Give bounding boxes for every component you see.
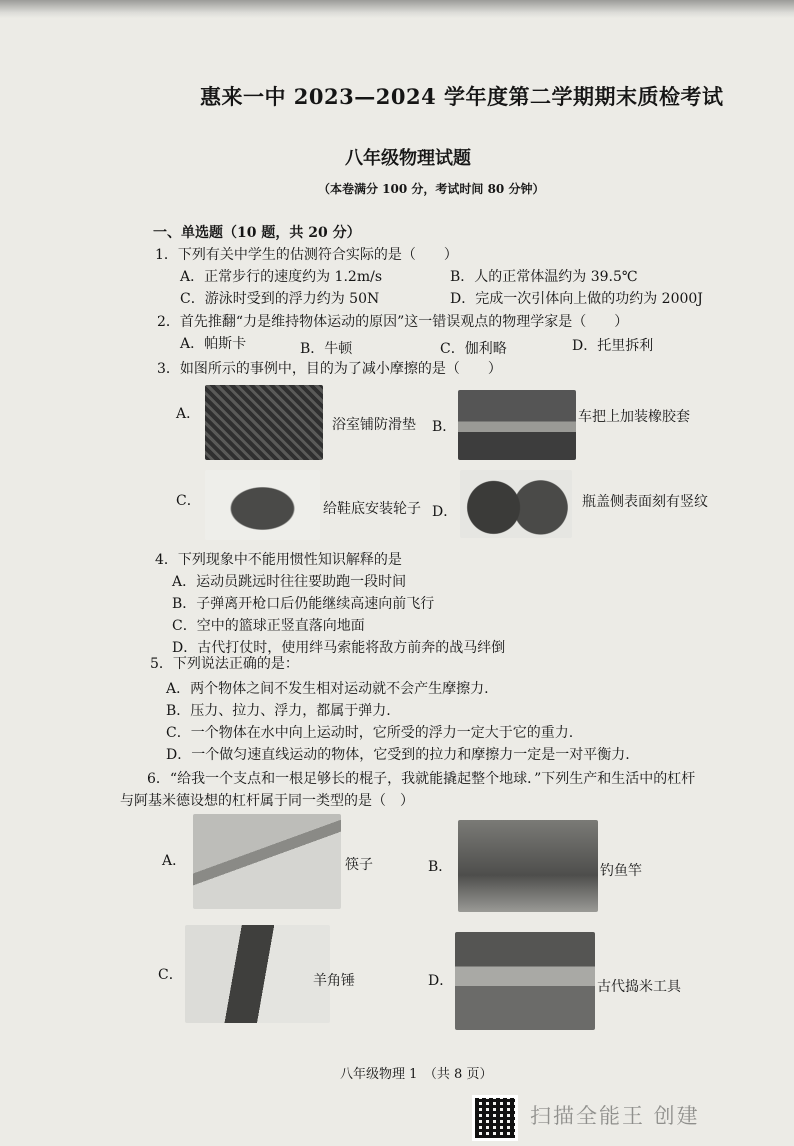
- q6-b-letter: B．: [428, 859, 453, 875]
- q1-stem: 1．下列有关中学生的估测符合实际的是（ ）: [155, 247, 458, 263]
- roller-skate-photo: [205, 470, 320, 540]
- q3-a-letter: A．: [176, 406, 201, 422]
- exam-note: （本卷满分 100 分，考试时间 80 分钟）: [318, 182, 545, 196]
- q3-a-caption: 浴室铺防滑垫: [332, 417, 416, 433]
- q3-stem: 3．如图所示的事例中，目的为了减小摩擦的是（ ）: [157, 361, 502, 377]
- rice-pounder-photo: [455, 932, 595, 1030]
- q2-option-b: B．牛顿: [300, 341, 353, 357]
- q6-c-caption: 羊角锤: [313, 973, 355, 989]
- q5-option-c: C．一个物体在水中向上运动时，它所受的浮力一定大于它的重力.: [166, 725, 574, 741]
- q4-option-d: D．古代打仗时，使用绊马索能将敌方前奔的战马绊倒: [172, 640, 506, 656]
- q1-option-b: B．人的正常体温约为 39.5℃: [450, 269, 638, 285]
- q5-stem: 5．下列说法正确的是：: [150, 656, 299, 672]
- q1-option-a: A．正常步行的速度约为 1.2m/s: [180, 269, 383, 285]
- q3-b-letter: B．: [432, 419, 457, 435]
- scanner-watermark: 扫描全能王 创建: [530, 1104, 700, 1128]
- q1-option-c: C．游泳时受到的浮力约为 50N: [180, 291, 380, 307]
- q3-d-caption: 瓶盖侧表面刻有竖纹: [582, 494, 708, 510]
- q4-option-a: A．运动员跳远时往往要助跑一段时间: [172, 574, 407, 590]
- q2-option-d: D．托里拆利: [572, 338, 654, 354]
- claw-hammer-photo: [185, 925, 330, 1023]
- q6-stem-line2: 与阿基米德设想的杠杆属于同一类型的是（ ）: [120, 793, 414, 809]
- q3-c-letter: C．: [176, 493, 201, 509]
- q6-d-letter: D．: [428, 973, 454, 989]
- q6-c-letter: C．: [158, 967, 183, 983]
- q5-option-b: B．压力、拉力、浮力，都属于弹力.: [166, 703, 391, 719]
- q6-stem-line1: 6．“给我一个支点和一根足够长的棍子，我就能撬起整个地球．”下列生产和生活中的杠杆: [147, 771, 696, 787]
- q5-option-a: A．两个物体之间不发生相对运动就不会产生摩擦力.: [166, 681, 489, 697]
- q3-b-caption: 车把上加装橡胶套: [578, 409, 690, 425]
- q6-b-caption: 钓鱼竿: [600, 863, 642, 879]
- handlebar-grip-photo: [458, 390, 576, 460]
- q5-option-d: D．一个做匀速直线运动的物体，它受到的拉力和摩擦力一定是一对平衡力.: [166, 747, 630, 763]
- q3-d-letter: D．: [432, 504, 458, 520]
- q1-option-d: D．完成一次引体向上做的功约为 2000J: [450, 291, 703, 307]
- q6-a-caption: 筷子: [345, 857, 373, 873]
- q2-option-a: A．帕斯卡: [180, 336, 247, 352]
- exam-subtitle: 八年级物理试题: [345, 148, 471, 169]
- q2-stem: 2．首先推翻“力是维持物体运动的原因”这一错误观点的物理学家是（ ）: [157, 314, 629, 330]
- chopsticks-photo: [193, 814, 341, 909]
- page-footer: 八年级物理 1 （共 8 页）: [340, 1067, 493, 1082]
- anti-slip-mat-photo: [205, 385, 323, 460]
- qr-code[interactable]: [475, 1098, 515, 1138]
- bottle-cap-photo: [460, 470, 572, 538]
- q4-stem: 4．下列现象中不能用惯性知识解释的是: [155, 552, 402, 568]
- q6-a-letter: A．: [162, 853, 187, 869]
- q3-c-caption: 给鞋底安装轮子: [323, 501, 421, 517]
- q4-option-c: C．空中的篮球正竖直落向地面: [172, 618, 365, 634]
- fishing-rod-photo: [458, 820, 598, 912]
- q6-d-caption: 古代捣米工具: [597, 979, 681, 995]
- q2-option-c: C．伽利略: [440, 341, 507, 357]
- section-heading: 一、单选题（10 题，共 20 分）: [153, 225, 361, 241]
- exam-title: 惠来一中 2023—2024 学年度第二学期期末质检考试: [200, 84, 724, 109]
- q4-option-b: B．子弹离开枪口后仍能继续高速向前飞行: [172, 596, 435, 612]
